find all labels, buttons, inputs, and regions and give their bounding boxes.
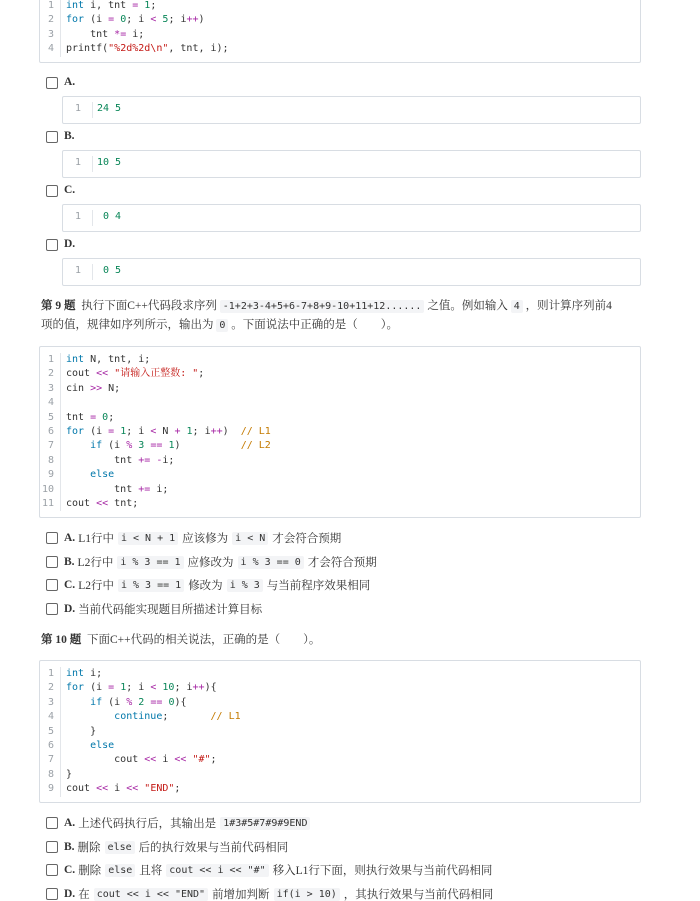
q9-option-a[interactable]: [46, 530, 341, 546]
code-line: [40, 667, 640, 681]
q8-option-letter: C.: [64, 184, 76, 196]
q9-sequence-code: -1+2+3-4+5+6-7+8+9-10+11+12......: [220, 300, 425, 313]
line-number: 1: [75, 103, 82, 114]
code-text: printf("%2d%2d\n", tnt, i);: [66, 43, 229, 55]
line-number: 1: [47, 668, 54, 679]
option-letter: C.: [64, 579, 76, 591]
code-text: int i, tnt = 1;: [66, 0, 157, 11]
option-text: ，其执行效果与当前代码相同: [343, 889, 494, 901]
option-code: if(i > 10): [274, 888, 340, 901]
option-code: i % 3 == 0: [238, 556, 304, 569]
code-line: [40, 468, 640, 482]
code-line: [40, 396, 640, 410]
q9-text: 项的值，规律如序列所示，输出为: [41, 319, 214, 331]
option-checkbox[interactable]: [46, 817, 58, 829]
option-text: 修改为: [188, 580, 223, 592]
option-code: i < N + 1: [118, 532, 178, 545]
q10-code-block: [39, 660, 641, 803]
q8-option-checkbox[interactable]: [46, 185, 58, 197]
option-code: i < N: [232, 532, 268, 545]
q8-option-checkbox[interactable]: [46, 131, 58, 143]
line-number: 2: [47, 682, 54, 694]
q8-code-block: [39, 0, 641, 63]
code-text: }: [66, 768, 73, 780]
option-checkbox[interactable]: [46, 579, 58, 591]
code-line: [40, 710, 640, 724]
q9-number: 第 9 题: [41, 300, 76, 312]
option-code: else: [105, 841, 135, 854]
code-line: [40, 454, 640, 468]
line-number: 2: [47, 14, 54, 26]
q9-text: 执行下面C++代码段求序列: [81, 300, 217, 312]
q10-text: 下面C++代码的相关说法，正确的是（ ）。: [87, 634, 321, 646]
code-line: [40, 483, 640, 497]
code-line: [40, 696, 640, 710]
code-line: [40, 42, 640, 56]
q9-option-d[interactable]: [46, 601, 262, 617]
option-text: 删除: [78, 865, 102, 877]
line-number: 1: [75, 157, 82, 168]
q8-option-checkbox[interactable]: [46, 239, 58, 251]
option-text: 上述代码执行后，其输出是: [78, 818, 217, 830]
option-letter: C.: [64, 864, 76, 876]
option-text: 应该修为: [182, 533, 229, 545]
option-code: cout << i << "#": [166, 864, 268, 877]
option-checkbox[interactable]: [46, 532, 58, 544]
q9-question-line-2: [41, 317, 398, 334]
line-number: 9: [47, 783, 54, 795]
line-number: 11: [41, 497, 54, 509]
option-code: 10 5: [97, 157, 122, 168]
code-text: int N, tnt, i;: [66, 354, 151, 365]
code-text: cout << i << "END";: [66, 783, 181, 795]
option-text: 删除: [77, 842, 101, 854]
q8-option-code-box: [62, 150, 641, 178]
q10-option-b[interactable]: [46, 839, 288, 855]
option-text: 前增加判断: [212, 889, 270, 901]
option-letter: A.: [64, 532, 76, 544]
line-number: 6: [47, 425, 54, 437]
code-line: [40, 0, 640, 13]
code-text: }: [66, 725, 97, 737]
code-text: cin >> N;: [66, 382, 121, 394]
q10-option-c[interactable]: [46, 862, 492, 878]
code-text: cout << "请输入正整数: ";: [66, 368, 205, 380]
q10-number: 第 10 题: [41, 634, 82, 646]
option-text: L1行中: [78, 533, 114, 545]
code-line: [40, 353, 640, 367]
option-text: 移入L1行下面，则执行效果与当前代码相同: [272, 865, 493, 877]
code-line: [40, 425, 640, 439]
q8-option-code-box: [62, 96, 641, 124]
q9-text: ，则计算序列前4: [525, 300, 612, 312]
q9-input-code: 4: [511, 300, 523, 313]
option-checkbox[interactable]: [46, 841, 58, 853]
line-number: 3: [47, 696, 54, 708]
q8-option-code-box: [62, 204, 641, 232]
option-code: else: [105, 864, 135, 877]
option-letter: B.: [64, 556, 75, 568]
option-code: i % 3: [227, 579, 263, 592]
option-text: 且将: [139, 865, 163, 877]
option-checkbox[interactable]: [46, 864, 58, 876]
q10-option-d[interactable]: [46, 886, 493, 901]
q9-code-block: [39, 346, 641, 518]
line-number: 4: [47, 397, 54, 409]
code-line: [40, 753, 640, 767]
line-number: 1: [47, 0, 54, 11]
line-number: 1: [75, 265, 82, 276]
option-text: L2行中: [78, 580, 114, 592]
option-text: 应修改为: [187, 557, 234, 569]
code-text: else: [90, 469, 115, 481]
code-text: cout << i << "#";: [66, 754, 217, 766]
line-number: 7: [47, 754, 54, 766]
code-text: [61, 396, 66, 410]
code-text: for (i = 0; i < 5; i++): [66, 14, 205, 26]
option-text: L2行中: [77, 557, 114, 569]
code-line: [40, 439, 640, 453]
line-number: 3: [47, 382, 54, 394]
code-text: continue; // L1: [114, 711, 241, 723]
code-line: [40, 13, 640, 27]
code-line: [40, 768, 640, 782]
q8-option-letter: D.: [64, 238, 76, 250]
line-number: 2: [47, 368, 54, 380]
line-number: 10: [41, 483, 54, 495]
option-text: 与当前程序效果相同: [266, 580, 371, 592]
option-code: 0 5: [97, 265, 122, 276]
option-code: 24 5: [97, 103, 122, 114]
option-code: 1#3#5#7#9#9END: [220, 817, 310, 830]
option-code: 0 4: [97, 211, 122, 222]
option-checkbox[interactable]: [46, 888, 58, 900]
option-code: i % 3 == 1: [117, 556, 183, 569]
line-number: 7: [47, 440, 54, 452]
code-line: [40, 497, 640, 511]
q9-question-line-1: [41, 298, 612, 315]
line-number: 4: [47, 711, 54, 723]
option-checkbox[interactable]: [46, 556, 58, 568]
q9-text: 。下面说法中正确的是（ ）。: [231, 319, 399, 331]
q10-option-a[interactable]: [46, 815, 314, 831]
code-line: [40, 411, 640, 425]
code-line: [40, 739, 640, 753]
q8-option-checkbox[interactable]: [46, 77, 58, 89]
q9-option-c[interactable]: [46, 577, 370, 593]
line-number: 8: [47, 768, 54, 780]
q8-option-letter: B.: [64, 130, 75, 142]
code-text: for (i = 1; i < 10; i++){: [66, 682, 217, 694]
q10-question-line: [41, 632, 320, 649]
code-line: [40, 28, 640, 42]
line-number: 8: [47, 454, 54, 466]
line-number: 3: [47, 28, 54, 40]
option-text: 才会符合预期: [272, 533, 342, 545]
code-text: cout << tnt;: [66, 497, 139, 509]
option-letter: D.: [64, 888, 76, 900]
q9-text: 之值。例如输入: [427, 300, 508, 312]
option-code: cout << i << "END": [94, 888, 208, 901]
option-text: 才会符合预期: [307, 557, 377, 569]
code-text: if (i % 3 == 1) // L2: [90, 440, 271, 452]
option-text: 当前代码能实现题目所描述计算目标: [78, 604, 263, 616]
code-text: int i;: [66, 668, 103, 679]
option-text: 在: [78, 889, 90, 901]
line-number: 5: [47, 411, 54, 423]
code-text: for (i = 1; i < N + 1; i++) // L1: [66, 425, 271, 437]
code-text: tnt += i;: [66, 483, 169, 495]
q9-output-code: 0: [216, 319, 228, 332]
option-letter: B.: [64, 841, 75, 853]
q8-option-letter: A.: [64, 76, 76, 88]
code-line: [40, 681, 640, 695]
line-number: 5: [47, 725, 54, 737]
option-letter: A.: [64, 817, 76, 829]
q8-option-code-box: [62, 258, 641, 286]
code-text: else: [90, 739, 115, 751]
option-checkbox[interactable]: [46, 603, 58, 615]
line-number: 4: [47, 43, 54, 55]
line-number: 1: [75, 211, 82, 222]
line-number: 1: [47, 354, 54, 365]
line-number: 9: [47, 469, 54, 481]
option-letter: D.: [64, 603, 76, 615]
q9-option-b[interactable]: [46, 554, 377, 570]
option-code: i % 3 == 1: [118, 579, 184, 592]
code-text: tnt *= i;: [66, 28, 145, 40]
code-line: [40, 367, 640, 381]
code-text: tnt = 0;: [66, 411, 115, 423]
code-line: [40, 782, 640, 796]
code-line: [40, 725, 640, 739]
line-number: 6: [47, 739, 54, 751]
code-text: if (i % 2 == 0){: [90, 696, 187, 708]
code-text: tnt += -i;: [66, 454, 175, 466]
option-text: 后的执行效果与当前代码相同: [138, 842, 289, 854]
code-line: [40, 382, 640, 396]
